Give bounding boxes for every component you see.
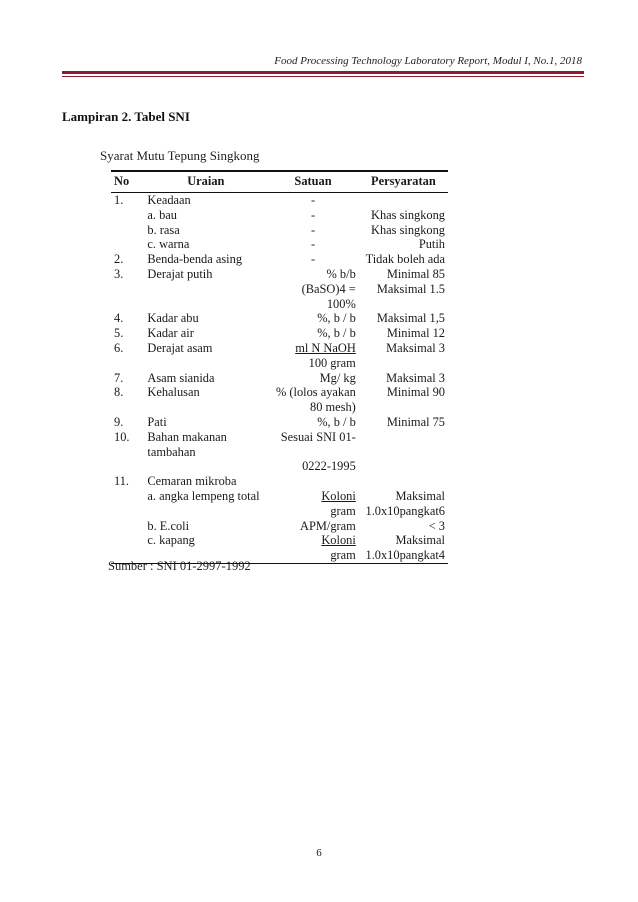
cell-no [111, 533, 144, 548]
cell-no: 5. [114, 326, 124, 341]
cell-no [111, 237, 144, 252]
cell-satuan: - [310, 222, 316, 237]
lampiran-heading: Lampiran 2. Tabel SNI [62, 109, 190, 124]
cell-no [111, 504, 144, 519]
running-header: Food Processing Technology Laboratory Report, Modul I, No.1, 2018 [274, 55, 582, 67]
cell-persyaratan [359, 459, 448, 474]
cell-no: 1. [114, 193, 124, 207]
cell-satuan: Koloni [321, 488, 356, 503]
cell-no: 7. [114, 370, 124, 385]
cell-satuan: %, b / b [317, 414, 356, 429]
table-row [111, 533, 448, 548]
header-satuan: Satuan [267, 171, 359, 193]
cell-persyaratan: Tidak boleh ada [365, 252, 445, 267]
header-uraian: Uraian [144, 171, 267, 193]
cell-satuan: 0222-1995 [302, 459, 356, 474]
cell-no: 9. [114, 414, 124, 429]
cell-satuan: Sesuai SNI 01- [280, 429, 356, 444]
cell-satuan: 100 gram [308, 355, 356, 370]
cell-no: 6. [114, 340, 124, 355]
table-row [111, 459, 448, 474]
table-row [111, 237, 448, 252]
table-row [111, 474, 448, 489]
cell-satuan: 80 mesh) [310, 400, 356, 415]
cell-persyaratan: Minimal 85 [386, 266, 445, 281]
cell-no [111, 208, 144, 223]
cell-uraian: Cemaran mikroba [147, 474, 237, 489]
cell-uraian: Asam sianida [147, 370, 215, 385]
cell-no [111, 459, 144, 474]
cell-no: 2. [114, 252, 124, 267]
table-row [111, 385, 448, 400]
cell-satuan [267, 474, 359, 489]
cell-uraian: a. angka lempeng total [147, 488, 260, 503]
cell-persyaratan: 1.0x10pangkat4 [359, 548, 448, 563]
table-row [111, 489, 448, 504]
cell-satuan: - [310, 207, 316, 222]
cell-no [111, 356, 144, 371]
cell-persyaratan: Minimal 12 [386, 326, 445, 341]
table-row [111, 326, 448, 341]
table-row [111, 252, 448, 267]
cell-uraian: Bahan makanan tambahan [147, 429, 227, 459]
cell-no: 3. [114, 266, 124, 281]
cell-uraian: Kehalusan [147, 385, 200, 400]
cell-persyaratan [359, 193, 448, 208]
cell-persyaratan: Minimal 90 [386, 385, 445, 400]
cell-satuan: - [310, 193, 316, 207]
cell-satuan: Mg/ kg [319, 370, 356, 385]
cell-no: 4. [114, 311, 124, 326]
cell-satuan: % (lolos ayakan [275, 385, 356, 400]
cell-uraian [144, 400, 267, 415]
cell-persyaratan [359, 356, 448, 371]
table-row [111, 267, 448, 282]
cell-no: 11. [114, 474, 130, 489]
table-title: Syarat Mutu Tepung Singkong [100, 148, 260, 163]
cell-uraian: Kadar air [147, 326, 194, 341]
cell-persyaratan: Maksimal 3 [386, 370, 445, 385]
cell-persyaratan: Putih [418, 237, 445, 252]
cell-uraian: Kadar abu [147, 311, 199, 326]
cell-satuan: %, b / b [317, 326, 356, 341]
cell-uraian: c. warna [147, 237, 190, 252]
table-row [111, 208, 448, 223]
cell-uraian [144, 504, 267, 519]
cell-uraian: b. rasa [147, 222, 180, 237]
cell-no [111, 223, 144, 238]
cell-persyaratan: Minimal 75 [386, 414, 445, 429]
cell-uraian: Derajat asam [147, 340, 213, 355]
table-row [111, 282, 448, 312]
header-persyaratan: Persyaratan [359, 171, 448, 193]
cell-persyaratan: Maksimal 1,5 [376, 311, 445, 326]
cell-satuan: - [310, 252, 316, 267]
cell-satuan: Koloni [321, 533, 356, 548]
table-row [111, 356, 448, 371]
cell-uraian: Derajat putih [147, 266, 213, 281]
table-source: Sumber : SNI 01-2997-1992 [108, 559, 251, 573]
cell-satuan: APM/gram [300, 518, 356, 533]
cell-uraian: a. bau [147, 207, 177, 222]
cell-persyaratan: Maksimal [395, 533, 445, 548]
cell-persyaratan: Maksimal 3 [386, 340, 445, 355]
cell-uraian: Keadaan [147, 193, 191, 207]
cell-uraian: Pati [147, 414, 167, 429]
cell-persyaratan [359, 430, 448, 460]
cell-uraian [144, 282, 267, 312]
cell-persyaratan: 1.0x10pangkat6 [365, 503, 445, 518]
cell-uraian [144, 459, 267, 474]
cell-uraian: b. E.coli [147, 518, 190, 533]
table-row [111, 519, 448, 534]
cell-persyaratan: < 3 [428, 518, 445, 533]
header-no: No [111, 171, 144, 193]
table-row [111, 504, 448, 519]
table-row [111, 430, 448, 460]
cell-satuan: gram [267, 548, 359, 563]
cell-no [111, 400, 144, 415]
table-row [111, 415, 448, 430]
cell-persyaratan: Khas singkong [371, 222, 445, 237]
table-row [111, 311, 448, 326]
table-row [111, 223, 448, 238]
cell-satuan: gram [330, 503, 356, 518]
table-row [111, 400, 448, 415]
cell-no: 10. [114, 429, 130, 444]
cell-satuan: (BaSO)4 = 100% [301, 281, 356, 311]
cell-persyaratan [359, 400, 448, 415]
cell-no [111, 519, 144, 534]
table-row [111, 371, 448, 386]
sni-quality-table [111, 170, 448, 564]
cell-satuan: ml N NaOH [295, 340, 356, 355]
header-rule-thick [62, 71, 584, 74]
cell-persyaratan: Maksimal 1.5 [376, 281, 445, 296]
cell-uraian [144, 356, 267, 371]
cell-uraian: c. kapang [147, 533, 195, 548]
page-number: 6 [316, 847, 322, 859]
cell-persyaratan [359, 474, 448, 489]
header-rule-thin [62, 76, 584, 77]
cell-no [111, 489, 144, 504]
cell-no [111, 282, 144, 312]
cell-satuan: - [310, 237, 316, 252]
table-row [111, 341, 448, 356]
table-row [111, 193, 448, 208]
cell-persyaratan: Maksimal [395, 488, 445, 503]
cell-persyaratan: Khas singkong [371, 207, 445, 222]
cell-satuan: %, b / b [317, 311, 356, 326]
cell-satuan: % b/b [326, 266, 356, 281]
cell-no: 8. [114, 385, 124, 400]
cell-uraian: Benda-benda asing [147, 252, 243, 267]
table-header-row [111, 171, 448, 193]
